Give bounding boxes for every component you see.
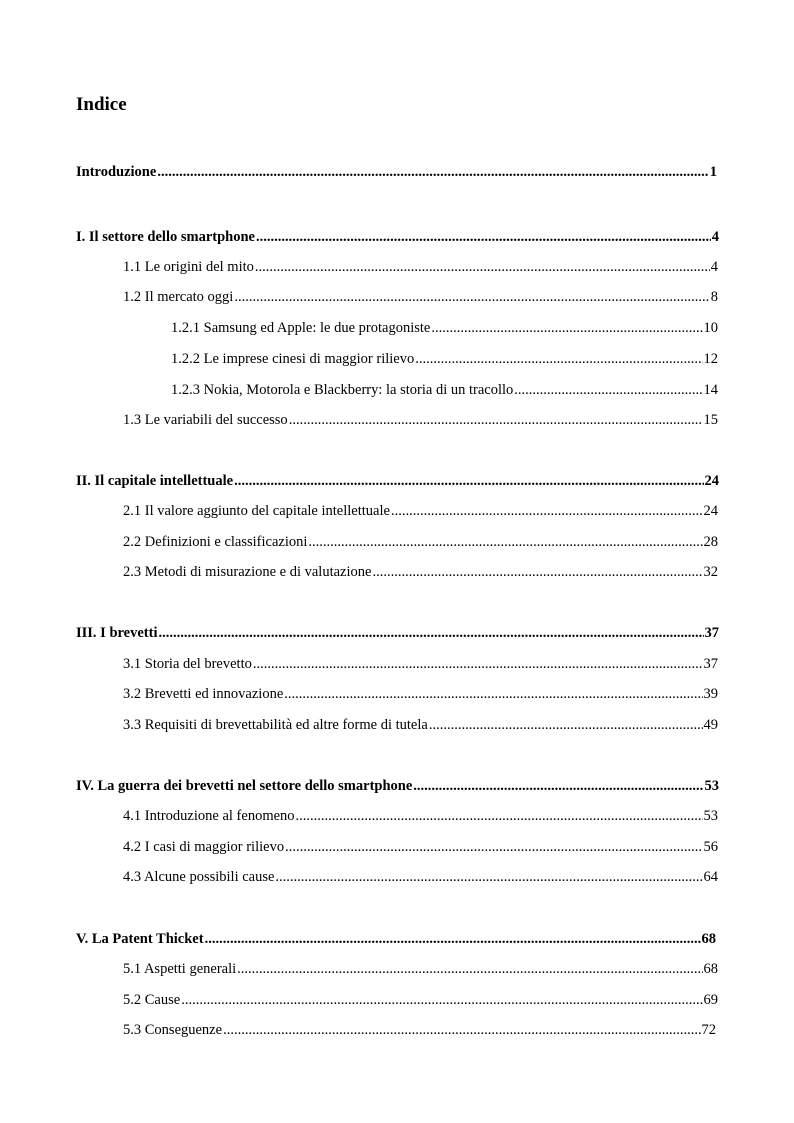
toc-page-number: 24 [704, 473, 719, 489]
toc-label: 4.1 Introduzione al fenomeno [123, 808, 295, 824]
toc-page-number: 37 [703, 656, 718, 672]
toc-page-number: 68 [701, 931, 716, 947]
toc-page-number: 24 [703, 503, 718, 519]
toc-label: 2.3 Metodi di misurazione e di valutazione [123, 564, 372, 580]
toc-label: 1.1 Le origini del mito [123, 259, 254, 275]
toc-entry-3-3[interactable] [123, 716, 718, 734]
toc-page-number: 64 [703, 869, 718, 885]
dot-leader [431, 319, 702, 337]
toc-entry-5-2[interactable] [123, 991, 718, 1009]
dot-leader [181, 991, 702, 1009]
toc-label: II. Il capitale intellettuale [76, 473, 234, 489]
dot-leader [308, 533, 702, 551]
toc-label: 2.1 Il valore aggiunto del capitale intellettuale [123, 503, 390, 519]
toc-page-number: 39 [703, 686, 718, 702]
dot-leader [255, 258, 710, 276]
toc-page-number: 28 [703, 534, 718, 550]
dot-leader [289, 411, 703, 429]
dot-leader [205, 930, 701, 948]
toc-page-number: 49 [703, 717, 718, 733]
toc-label: 1.2.1 Samsung ed Apple: le due protagoniste [171, 320, 431, 336]
toc-page-number: 8 [710, 289, 718, 305]
toc-entry-4-3[interactable] [123, 868, 718, 886]
dot-leader [285, 838, 702, 856]
dot-leader [157, 163, 708, 181]
toc-label: V. La Patent Thicket [76, 931, 204, 947]
dot-leader [415, 350, 702, 368]
dot-leader [514, 381, 702, 399]
toc-entry-1-2[interactable] [123, 288, 718, 306]
toc-entry-chapter-3[interactable] [76, 624, 719, 642]
toc-label: Introduzione [76, 164, 157, 180]
toc-label: I. Il settore dello smartphone [76, 229, 255, 245]
toc-page-number: 15 [703, 412, 718, 428]
toc-entry-2-3[interactable] [123, 563, 718, 581]
toc-page-number: 32 [703, 564, 718, 580]
toc-entry-1-2-1[interactable] [171, 319, 718, 337]
dot-leader [253, 655, 703, 673]
toc-page-number: 69 [703, 992, 718, 1008]
dot-leader [372, 563, 702, 581]
dot-leader [234, 288, 709, 306]
toc-entry-chapter-5[interactable] [76, 930, 716, 948]
toc-label: 3.3 Requisiti di brevettabilità ed altre forme di tutela [123, 717, 428, 733]
toc-entry-chapter-2[interactable] [76, 472, 719, 490]
dot-leader [234, 472, 703, 490]
toc-label: 4.3 Alcune possibili cause [123, 869, 275, 885]
toc-label: 1.2.2 Le imprese cinesi di maggior rilievo [171, 351, 415, 367]
dot-leader [429, 716, 703, 734]
toc-label: 4.2 I casi di maggior rilievo [123, 839, 285, 855]
toc-entry-4-1[interactable] [123, 807, 718, 825]
toc-page-number: 53 [704, 778, 719, 794]
toc-entry-1-3[interactable] [123, 411, 718, 429]
toc-entry-4-2[interactable] [123, 838, 718, 856]
toc-label: 3.2 Brevetti ed innovazione [123, 686, 284, 702]
toc-entry-chapter-4[interactable] [76, 777, 719, 795]
toc-page-number: 1 [709, 164, 717, 180]
toc-entry-introduzione[interactable] [76, 163, 717, 181]
toc-label: 1.2.3 Nokia, Motorola e Blackberry: la storia di un tracollo [171, 382, 514, 398]
toc-page-number: 53 [703, 808, 718, 824]
dot-leader [391, 502, 703, 520]
toc-label: 5.2 Cause [123, 992, 181, 1008]
toc-label: 1.2 Il mercato oggi [123, 289, 234, 305]
toc-label: 5.3 Conseguenze [123, 1022, 223, 1038]
toc-page-number: 12 [703, 351, 718, 367]
dot-leader [159, 624, 704, 642]
toc-entry-1-1[interactable] [123, 258, 718, 276]
toc-entry-2-2[interactable] [123, 533, 718, 551]
toc-page-number: 4 [711, 229, 719, 245]
toc-entry-5-1[interactable] [123, 960, 718, 978]
toc-page-number: 10 [703, 320, 718, 336]
toc-label: 2.2 Definizioni e classificazioni [123, 534, 308, 550]
dot-leader [275, 868, 702, 886]
toc-entry-chapter-1[interactable] [76, 228, 719, 246]
toc-entry-3-2[interactable] [123, 685, 718, 703]
dot-leader [296, 807, 703, 825]
toc-page-number: 72 [701, 1022, 716, 1038]
dot-leader [284, 685, 702, 703]
toc-label: III. I brevetti [76, 625, 158, 641]
toc-label: 1.3 Le variabili del successo [123, 412, 288, 428]
toc-page-number: 68 [703, 961, 718, 977]
toc-entry-1-2-3[interactable] [171, 381, 718, 399]
page-title: Indice [76, 94, 127, 115]
toc-page-number: 4 [710, 259, 718, 275]
toc-page-number: 14 [703, 382, 718, 398]
dot-leader [237, 960, 702, 978]
toc-entry-2-1[interactable] [123, 502, 718, 520]
dot-leader [223, 1021, 700, 1039]
toc-label: IV. La guerra dei brevetti nel settore dello smartphone [76, 778, 413, 794]
toc-page-number: 37 [704, 625, 719, 641]
dot-leader [256, 228, 711, 246]
toc-entry-1-2-2[interactable] [171, 350, 718, 368]
toc-label: 5.1 Aspetti generali [123, 961, 237, 977]
toc-page-number: 56 [703, 839, 718, 855]
toc-label: 3.1 Storia del brevetto [123, 656, 252, 672]
dot-leader [413, 777, 703, 795]
toc-entry-3-1[interactable] [123, 655, 718, 673]
toc-entry-5-3[interactable] [123, 1021, 716, 1039]
